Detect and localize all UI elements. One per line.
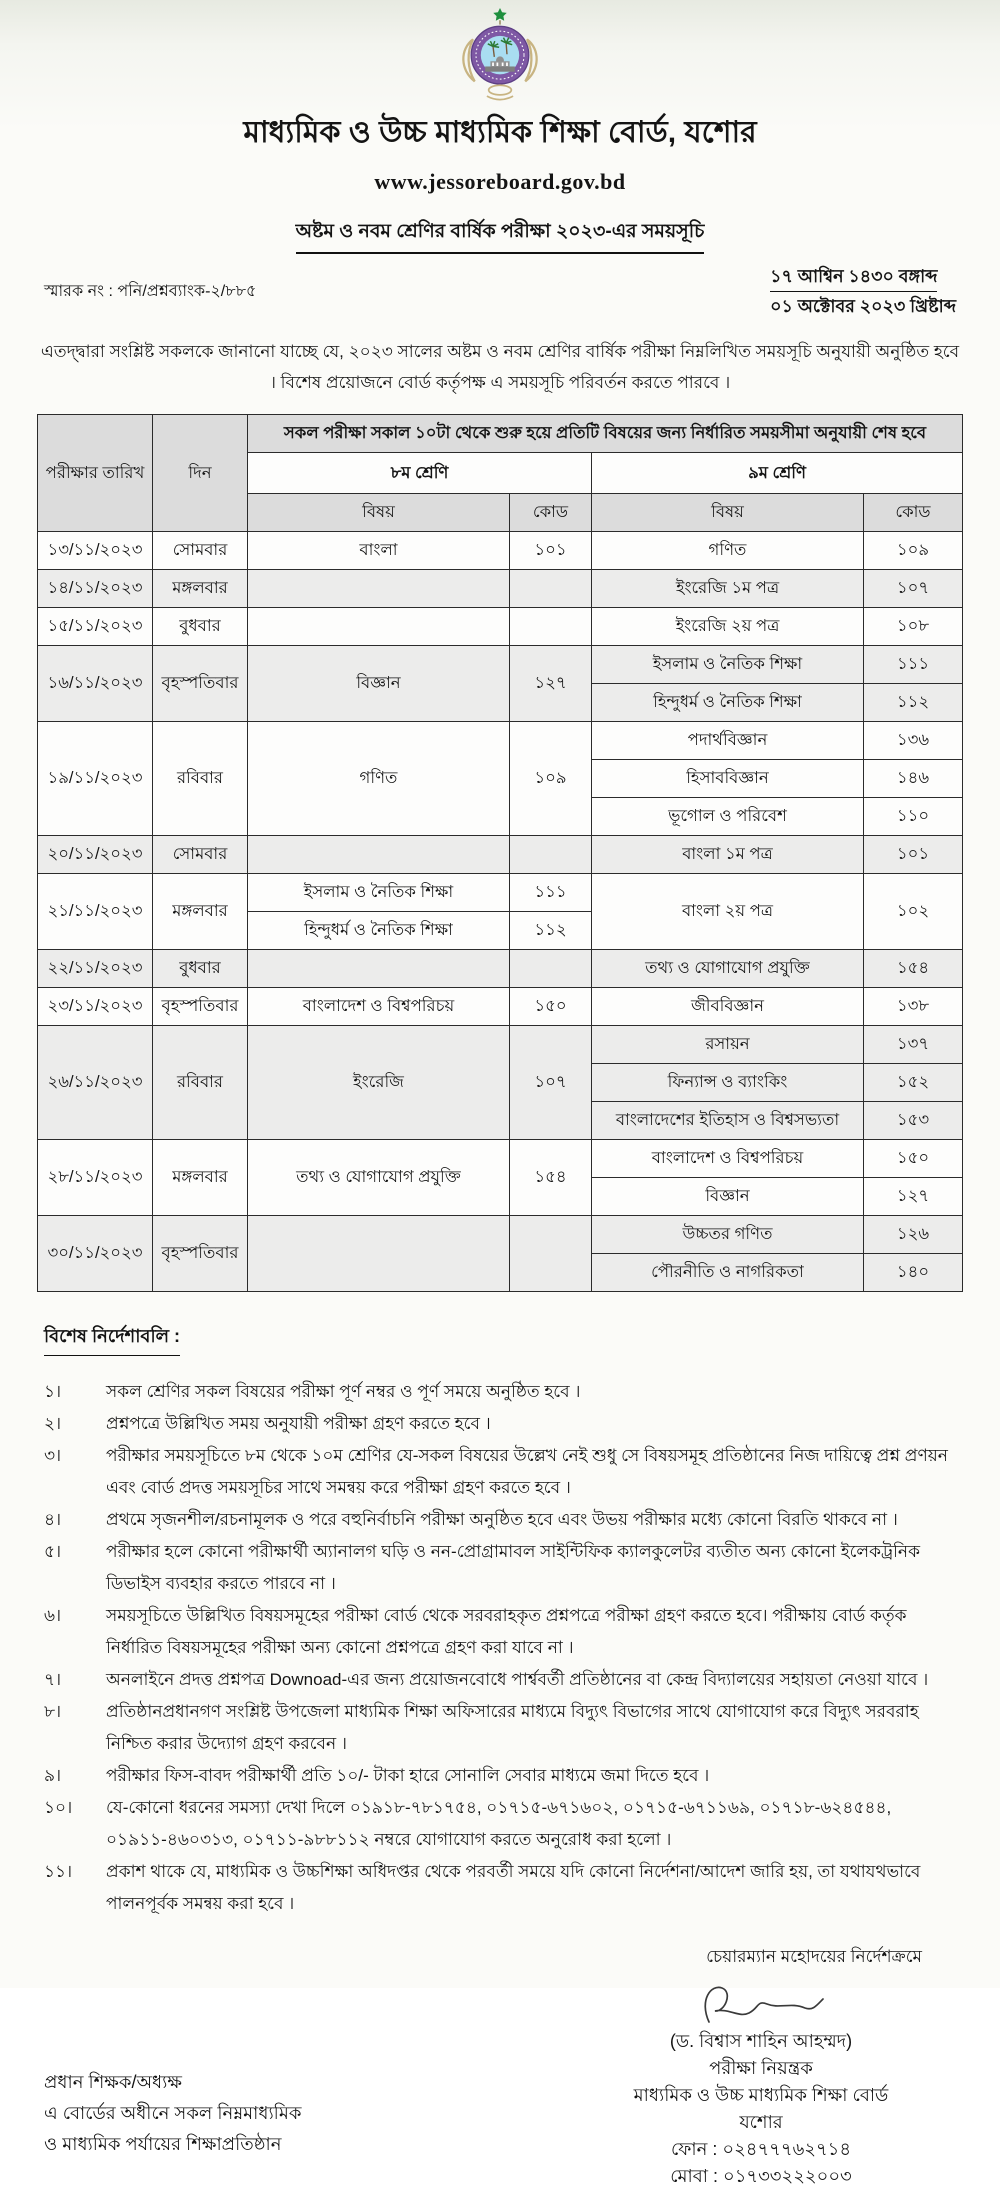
code-cell-grade8 bbox=[509, 608, 591, 646]
header-subject9: বিষয় bbox=[591, 494, 863, 532]
day-cell: বুধবার bbox=[152, 608, 247, 646]
day-cell: বৃহস্পতিবার bbox=[152, 1216, 247, 1292]
subject-cell-grade8: ইংরেজি bbox=[247, 1026, 509, 1140]
signature-block bbox=[566, 1978, 956, 2190]
code-cell-grade9: ১৪৬ bbox=[863, 760, 962, 798]
footer bbox=[0, 1978, 1000, 2190]
board-emblem-icon bbox=[452, 6, 548, 106]
schedule-table-body bbox=[37, 532, 962, 1292]
code-cell-grade9: ১০২ bbox=[863, 874, 962, 950]
instruction-number: ২। bbox=[44, 1414, 62, 1433]
subject-cell-grade8: গণিত bbox=[247, 722, 509, 836]
date-cell: ১৩/১১/২০২৩ bbox=[37, 532, 152, 570]
table-row bbox=[37, 646, 962, 684]
instruction-number: ৫। bbox=[44, 1542, 62, 1561]
subject-cell-grade9: উচ্চতর গণিত bbox=[591, 1216, 863, 1254]
header-code8: কোড bbox=[509, 494, 591, 532]
header bbox=[0, 0, 1000, 254]
code-cell-grade8 bbox=[509, 836, 591, 874]
instruction-number: ৪। bbox=[44, 1510, 62, 1529]
date-cell: ১৯/১১/২০২৩ bbox=[37, 722, 152, 836]
instruction-item bbox=[44, 1856, 956, 1920]
code-cell-grade9: ১২৭ bbox=[863, 1178, 962, 1216]
header-class8: ৮ম শ্রেণি bbox=[247, 453, 591, 494]
subject-cell-grade9: হিন্দুধর্ম ও নৈতিক শিক্ষা bbox=[591, 684, 863, 722]
subject-cell-grade9: রসায়ন bbox=[591, 1026, 863, 1064]
subject-cell-grade9: ইসলাম ও নৈতিক শিক্ষা bbox=[591, 646, 863, 684]
code-cell-grade9: ১১১ bbox=[863, 646, 962, 684]
footer-left-line2: এ বোর্ডের অধীনে সকল নিম্নমাধ্যমিক bbox=[44, 2103, 302, 2123]
code-cell-grade9: ১৫৩ bbox=[863, 1102, 962, 1140]
table-row bbox=[37, 950, 962, 988]
code-cell-grade8: ১২৭ bbox=[509, 646, 591, 722]
date-cell: ১৫/১১/২০২৩ bbox=[37, 608, 152, 646]
instructions-section bbox=[44, 1322, 956, 1920]
table-row bbox=[37, 836, 962, 874]
table-row bbox=[37, 570, 962, 608]
instruction-number: ৩। bbox=[44, 1446, 62, 1465]
subject-cell-grade8 bbox=[247, 950, 509, 988]
instruction-item bbox=[44, 1408, 956, 1440]
subject-cell-grade9: বিজ্ঞান bbox=[591, 1178, 863, 1216]
subject-cell-grade9: বাংলা ১ম পত্র bbox=[591, 836, 863, 874]
subject-cell-grade8: ইসলাম ও নৈতিক শিক্ষা bbox=[247, 874, 509, 912]
subject-cell-grade8: বাংলাদেশ ও বিশ্বপরিচয় bbox=[247, 988, 509, 1026]
subject-cell-grade8 bbox=[247, 1216, 509, 1292]
document-title: অষ্টম ও নবম শ্রেণির বার্ষিক পরীক্ষা ২০২৩-এর সময়সূচি bbox=[296, 217, 705, 254]
code-cell-grade9: ১৩৬ bbox=[863, 722, 962, 760]
date-cell: ১৪/১১/২০২৩ bbox=[37, 570, 152, 608]
signatory-phone: ফোন : ০২৪৭৭৭৬২৭১৪ bbox=[670, 2139, 852, 2159]
subject-cell-grade9: পৌরনীতি ও নাগরিকতা bbox=[591, 1254, 863, 1292]
order-line: চেয়ারম্যান মহোদয়ের নির্দেশক্রমে bbox=[706, 1947, 922, 1966]
instruction-item bbox=[44, 1664, 956, 1696]
instructions-heading: বিশেষ নির্দেশাবলি : bbox=[44, 1322, 180, 1356]
instruction-text: সময়সূচিতে উল্লিখিত বিষয়সমূহের পরীক্ষা বোর্ড থেকে সরবরাহকৃত প্রশ্নপত্রে পরীক্ষা গ্রহণ করতে হবে। পরীক্ষায় বোর্ড কর্তৃক নির্ধারিত বিষয়সমূহের পরীক্ষা অন্য কোনো প্রশ্নপত্রে গ্রহণ করা যাবে না । bbox=[106, 1606, 907, 1657]
code-cell-grade8: ১৫০ bbox=[509, 988, 591, 1026]
date-gregorian: ০১ অক্টোবর ২০২৩ খ্রিষ্টাব্দ bbox=[770, 296, 956, 316]
instruction-text: সকল শ্রেণির সকল বিষয়ের পরীক্ষা পূর্ণ নম্বর ও পূর্ণ সময়ে অনুষ্ঠিত হবে । bbox=[106, 1382, 581, 1401]
memo-number: স্মারক নং : পনি/প্রশ্নব্যাংক-২/৮৮৫ bbox=[44, 283, 257, 300]
date-cell: ৩০/১১/২০২৩ bbox=[37, 1216, 152, 1292]
footer-left-line3: ও মাধ্যমিক পর্যায়ের শিক্ষাপ্রতিষ্ঠান bbox=[44, 2134, 282, 2154]
code-cell-grade8: ১৫৪ bbox=[509, 1140, 591, 1216]
subject-cell-grade8 bbox=[247, 608, 509, 646]
code-cell-grade9: ১৫০ bbox=[863, 1140, 962, 1178]
day-cell: বুধবার bbox=[152, 950, 247, 988]
instruction-item bbox=[44, 1376, 956, 1408]
instruction-text: অনলাইনে প্রদত্ত প্রশ্নপত্র Downoad-এর জন্য প্রয়োজনবোধে পার্শ্ববর্তী প্রতিষ্ঠানের বা কেন্দ্র বিদ্যালয়ের সহায়তা নেওয়া যাবে । bbox=[106, 1670, 929, 1689]
intro-paragraph: এতদ্দ্বারা সংশ্লিষ্ট সকলকে জানানো যাচ্ছে যে, ২০২৩ সালের অষ্টম ও নবম শ্রেণির বার্ষিক পরীক্ষা নিম্নলিখিত সময়সূচি অনুযায়ী অনুষ্ঠিত হবে । বিশেষ প্রয়োজনে বোর্ড কর্তৃপক্ষ এ সময়সূচি পরিবর্তন করতে পারবে । bbox=[40, 342, 960, 392]
header-day: দিন bbox=[152, 415, 247, 532]
instruction-item bbox=[44, 1696, 956, 1760]
code-cell-grade9: ১৪০ bbox=[863, 1254, 962, 1292]
subject-cell-grade9: গণিত bbox=[591, 532, 863, 570]
table-row bbox=[37, 722, 962, 760]
signatory-name: (ড. বিশ্বাস শাহিন আহম্মদ) bbox=[669, 2031, 853, 2051]
subject-cell-grade9: তথ্য ও যোগাযোগ প্রযুক্তি bbox=[591, 950, 863, 988]
day-cell: বৃহস্পতিবার bbox=[152, 988, 247, 1026]
code-cell-grade9: ১৫৪ bbox=[863, 950, 962, 988]
day-cell: রবিবার bbox=[152, 1026, 247, 1140]
instructions-list bbox=[44, 1376, 956, 1920]
table-row bbox=[37, 1216, 962, 1254]
header-exam-date: পরীক্ষার তারিখ bbox=[37, 415, 152, 532]
subject-cell-grade8: হিন্দুধর্ম ও নৈতিক শিক্ষা bbox=[247, 912, 509, 950]
subject-cell-grade9: ভূগোল ও পরিবেশ bbox=[591, 798, 863, 836]
signature-icon bbox=[691, 1978, 831, 2030]
subject-cell-grade8 bbox=[247, 570, 509, 608]
code-cell-grade9: ১১২ bbox=[863, 684, 962, 722]
instruction-text: যে-কোনো ধরনের সমস্যা দেখা দিলে ০১৯১৮-৭৮১৭৫৪, ০১৭১৫-৬৭১৬০২, ০১৭১৫-৬৭১১৬৯, ০১৭১৮-৬২৪৫৪৪, ০১৯১১-৪৬০৩১৩, ০১৭১১-৯৮৮১১২ নম্বরে যোগাযোগ করতে অনুরোধ করা হলো । bbox=[106, 1798, 892, 1849]
subject-cell-grade9: ইংরেজি ১ম পত্র bbox=[591, 570, 863, 608]
code-cell-grade8: ১১২ bbox=[509, 912, 591, 950]
instruction-text: প্রথমে সৃজনশীল/রচনামূলক ও পরে বহুনির্বাচনি পরীক্ষা অনুষ্ঠিত হবে এবং উভয় পরীক্ষার মধ্যে কোনো বিরতি থাকবে না । bbox=[106, 1510, 898, 1529]
date-cell: ২০/১১/২০২৩ bbox=[37, 836, 152, 874]
code-cell-grade9: ১১০ bbox=[863, 798, 962, 836]
signatory-place: যশোর bbox=[739, 2112, 783, 2132]
code-cell-grade8: ১১১ bbox=[509, 874, 591, 912]
instruction-item bbox=[44, 1760, 956, 1792]
code-cell-grade9: ১০১ bbox=[863, 836, 962, 874]
instruction-text: পরীক্ষার হলে কোনো পরীক্ষার্থী অ্যানালগ ঘড়ি ও নন-প্রোগ্রামাবল সাইন্টিফিক ক্যালকুলেটর ব্যতীত অন্য কোনো ইলেকট্রনিক ডিভাইস ব্যবহার করতে পারবে না । bbox=[106, 1542, 920, 1593]
signatory-designation: পরীক্ষা নিয়ন্ত্রক bbox=[709, 2058, 813, 2078]
code-cell-grade9: ১৩৭ bbox=[863, 1026, 962, 1064]
subject-cell-grade8 bbox=[247, 836, 509, 874]
table-row bbox=[37, 988, 962, 1026]
instruction-number: ৮। bbox=[44, 1702, 62, 1721]
day-cell: মঙ্গলবার bbox=[152, 1140, 247, 1216]
header-class9: ৯ম শ্রেণি bbox=[591, 453, 962, 494]
table-row bbox=[37, 608, 962, 646]
table-row bbox=[37, 1026, 962, 1064]
instruction-number: ১। bbox=[44, 1382, 62, 1401]
org-name: মাধ্যমিক ও উচ্চ মাধ্যমিক শিক্ষা বোর্ড, যশোর bbox=[243, 116, 757, 149]
instruction-item bbox=[44, 1504, 956, 1536]
date-cell: ২৩/১১/২০২৩ bbox=[37, 988, 152, 1026]
date-cell: ২১/১১/২০২৩ bbox=[37, 874, 152, 950]
date-cell: ২২/১১/২০২৩ bbox=[37, 950, 152, 988]
code-cell-grade8 bbox=[509, 950, 591, 988]
instruction-item bbox=[44, 1440, 956, 1504]
instruction-number: ৯। bbox=[44, 1766, 62, 1785]
day-cell: মঙ্গলবার bbox=[152, 570, 247, 608]
subject-cell-grade9: ফিন্যান্স ও ব্যাংকিং bbox=[591, 1064, 863, 1102]
header-banner: সকল পরীক্ষা সকাল ১০টা থেকে শুরু হয়ে প্রতিটি বিষয়ের জন্য নির্ধারিত সময়সীমা অনুযায়ী শেষ হবে bbox=[247, 415, 962, 453]
footer-left-block bbox=[44, 2067, 301, 2160]
instruction-number: ৭। bbox=[44, 1670, 62, 1689]
subject-cell-grade9: পদার্থবিজ্ঞান bbox=[591, 722, 863, 760]
date-block bbox=[770, 262, 956, 320]
signatory-org: মাধ্যমিক ও উচ্চ মাধ্যমিক শিক্ষা বোর্ড bbox=[633, 2085, 889, 2105]
instruction-item bbox=[44, 1536, 956, 1600]
day-cell: সোমবার bbox=[152, 532, 247, 570]
table-row bbox=[37, 1140, 962, 1178]
subject-cell-grade8: বিজ্ঞান bbox=[247, 646, 509, 722]
subject-cell-grade9: বাংলাদেশ ও বিশ্বপরিচয় bbox=[591, 1140, 863, 1178]
subject-cell-grade9: বাংলাদেশের ইতিহাস ও বিশ্বসভ্যতা bbox=[591, 1102, 863, 1140]
date-bangla: ১৭ আশ্বিন ১৪৩০ বঙ্গাব্দ bbox=[770, 262, 937, 292]
code-cell-grade9: ১০৮ bbox=[863, 608, 962, 646]
subject-cell-grade8: তথ্য ও যোগাযোগ প্রযুক্তি bbox=[247, 1140, 509, 1216]
code-cell-grade8: ১০১ bbox=[509, 532, 591, 570]
instruction-text: প্রশ্নপত্রে উল্লিখিত সময় অনুযায়ী পরীক্ষা গ্রহণ করতে হবে । bbox=[106, 1414, 491, 1433]
instruction-text: পরীক্ষার ফিস-বাবদ পরীক্ষার্থী প্রতি ১০/- টাকা হারে সোনালি সেবার মাধ্যমে জমা দিতে হবে । bbox=[106, 1766, 710, 1785]
instruction-text: পরীক্ষার সময়সূচিতে ৮ম থেকে ১০ম শ্রেণির যে-সকল বিষয়ের উল্লেখ নেই শুধু সে বিষয়সমূহ প্রতিষ্ঠানের নিজ দায়িত্বে প্রশ্ন প্রণয়ন এবং বোর্ড প্রদত্ত সময়সূচির সাথে সমন্বয় করে পরীক্ষা গ্রহণ করতে হবে । bbox=[106, 1446, 948, 1497]
instruction-number: ১০। bbox=[44, 1798, 73, 1817]
website-link[interactable]: www.jessoreboard.gov.bd bbox=[374, 169, 626, 194]
day-cell: সোমবার bbox=[152, 836, 247, 874]
code-cell-grade9: ১৩৮ bbox=[863, 988, 962, 1026]
instruction-item bbox=[44, 1792, 956, 1856]
subject-cell-grade9: ইংরেজি ২য় পত্র bbox=[591, 608, 863, 646]
date-cell: ২৮/১১/২০২৩ bbox=[37, 1140, 152, 1216]
subject-cell-grade8: বাংলা bbox=[247, 532, 509, 570]
code-cell-grade9: ১২৬ bbox=[863, 1216, 962, 1254]
day-cell: বৃহস্পতিবার bbox=[152, 646, 247, 722]
code-cell-grade9: ১৫২ bbox=[863, 1064, 962, 1102]
code-cell-grade8: ১০৭ bbox=[509, 1026, 591, 1140]
instruction-item bbox=[44, 1600, 956, 1664]
code-cell-grade8 bbox=[509, 1216, 591, 1292]
date-cell: ২৬/১১/২০২৩ bbox=[37, 1026, 152, 1140]
meta-row bbox=[0, 262, 1000, 320]
instruction-text: প্রকাশ থাকে যে, মাধ্যমিক ও উচ্চশিক্ষা অধিদপ্তর থেকে পরবর্তী সময়ে যদি কোনো নির্দেশনা/আদেশ জারি হয়, তা যথাযথভাবে পালনপূর্বক সমন্বয় করা হবে । bbox=[106, 1862, 921, 1913]
instruction-number: ১১। bbox=[44, 1862, 73, 1881]
code-cell-grade9: ১০৭ bbox=[863, 570, 962, 608]
header-code9: কোড bbox=[863, 494, 962, 532]
exam-schedule-table bbox=[37, 414, 963, 1292]
date-cell: ১৬/১১/২০২৩ bbox=[37, 646, 152, 722]
subject-cell-grade9: বাংলা ২য় পত্র bbox=[591, 874, 863, 950]
day-cell: মঙ্গলবার bbox=[152, 874, 247, 950]
day-cell: রবিবার bbox=[152, 722, 247, 836]
header-subject8: বিষয় bbox=[247, 494, 509, 532]
instruction-number: ৬। bbox=[44, 1606, 62, 1625]
footer-left-line1: প্রধান শিক্ষক/অধ্যক্ষ bbox=[44, 2072, 182, 2092]
code-cell-grade8: ১০৯ bbox=[509, 722, 591, 836]
subject-cell-grade9: হিসাববিজ্ঞান bbox=[591, 760, 863, 798]
code-cell-grade8 bbox=[509, 570, 591, 608]
instruction-text: প্রতিষ্ঠানপ্রধানগণ সংশ্লিষ্ট উপজেলা মাধ্যমিক শিক্ষা অফিসারের মাধ্যমে বিদ্যুৎ বিভাগের সাথে যোগাযোগ করে বিদ্যুৎ সরবরাহ নিশ্চিত করার উদ্যোগ গ্রহণ করবেন । bbox=[106, 1702, 919, 1753]
code-cell-grade9: ১০৯ bbox=[863, 532, 962, 570]
table-row bbox=[37, 532, 962, 570]
subject-cell-grade9: জীববিজ্ঞান bbox=[591, 988, 863, 1026]
signatory-mobile: মোবা : ০১৭৩৩২২২০০৩ bbox=[670, 2166, 852, 2186]
table-row bbox=[37, 874, 962, 912]
